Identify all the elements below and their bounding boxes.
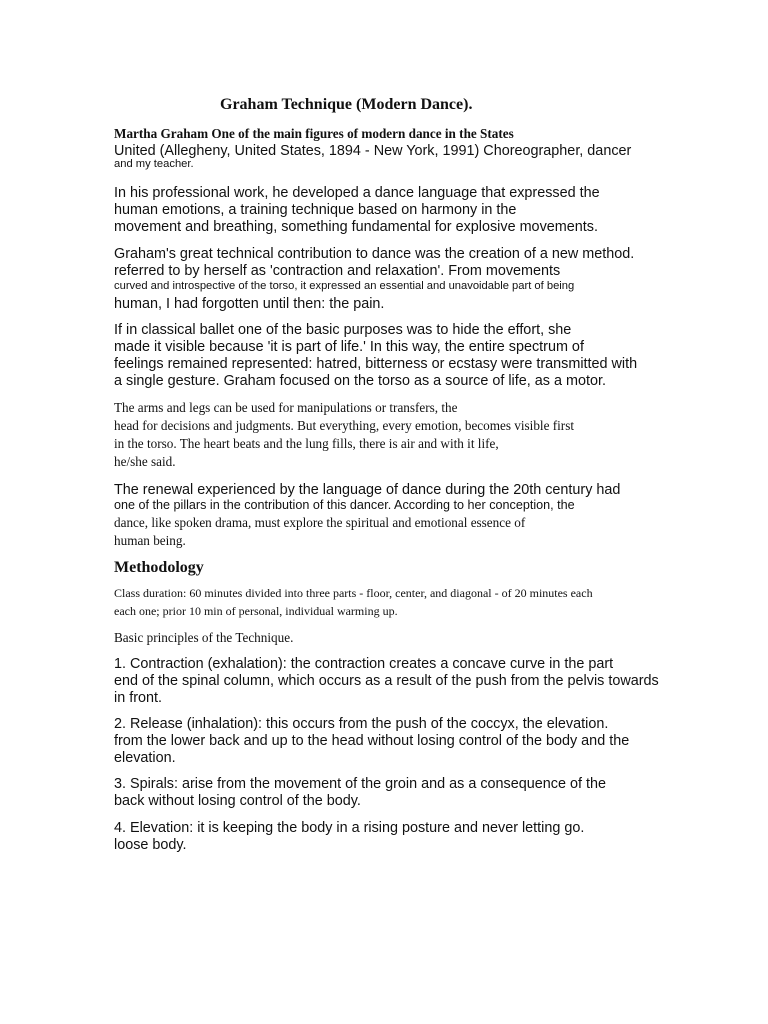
paragraph-line: The renewal experienced by the language of dance during the 20th century had bbox=[114, 482, 621, 498]
paragraph-line: human emotions, a training technique based on harmony in the bbox=[114, 202, 517, 218]
paragraph-line-small: curved and introspective of the torso, it expressed an essential and unavoidable part of being bbox=[114, 280, 575, 292]
principle-line: 4. Elevation: it is keeping the body in a rising posture and never letting go. bbox=[114, 820, 585, 836]
intro-line-bold: Martha Graham One of the main figures of modern dance in the States bbox=[114, 126, 514, 141]
paragraph-line: a single gesture. Graham focused on the torso as a source of life, as a motor. bbox=[114, 373, 606, 389]
paragraph-line: human being. bbox=[114, 533, 186, 548]
paragraph-line: In his professional work, he developed a dance language that expressed the bbox=[114, 185, 600, 201]
section-heading-methodology: Methodology bbox=[114, 559, 204, 576]
paragraph-line: head for decisions and judgments. But everything, every emotion, becomes visible first bbox=[114, 418, 574, 433]
principle-line: from the lower back and up to the head without losing control of the body and the bbox=[114, 733, 630, 749]
paragraph-line: If in classical ballet one of the basic purposes was to hide the effort, she bbox=[114, 322, 572, 338]
paragraph-line: Graham's great technical contribution to dance was the creation of a new method. bbox=[114, 246, 635, 262]
principle-line: back without losing control of the body. bbox=[114, 793, 361, 809]
paragraph-line: feelings remained represented: hatred, bitterness or ecstasy were transmitted with bbox=[114, 356, 638, 372]
duration-line: each one; prior 10 min of personal, individual warming up. bbox=[114, 604, 398, 618]
principle-line: in front. bbox=[114, 690, 162, 706]
paragraph-line-small: one of the pillars in the contribution of this dancer. According to her conception, the bbox=[114, 498, 575, 512]
principle-line: 1. Contraction (exhalation): the contraction creates a concave curve in the part bbox=[114, 656, 614, 672]
paragraph-line: movement and breathing, something fundamental for explosive movements. bbox=[114, 219, 598, 235]
paragraph-line: referred to by herself as 'contraction and relaxation'. From movements bbox=[114, 263, 561, 279]
duration-line: Class duration: 60 minutes divided into three parts - floor, center, and diagonal - of 20 minutes each bbox=[114, 586, 593, 600]
paragraph-line: The arms and legs can be used for manipulations or transfers, the bbox=[114, 400, 458, 415]
principle-line: 3. Spirals: arise from the movement of the groin and as a consequence of the bbox=[114, 776, 606, 792]
principle-line: end of the spinal column, which occurs as a result of the push from the pelvis towards bbox=[114, 673, 659, 689]
paragraph-line: human, I had forgotten until then: the pain. bbox=[114, 296, 385, 312]
paragraph-line: he/she said. bbox=[114, 454, 176, 469]
document-title: Graham Technique (Modern Dance). bbox=[220, 96, 473, 113]
intro-line-small: and my teacher. bbox=[114, 158, 194, 170]
principle-line: loose body. bbox=[114, 837, 187, 853]
principles-heading: Basic principles of the Technique. bbox=[114, 630, 294, 645]
principle-line: 2. Release (inhalation): this occurs from the push of the coccyx, the elevation. bbox=[114, 716, 609, 732]
paragraph-line: dance, like spoken drama, must explore the spiritual and emotional essence of bbox=[114, 515, 526, 530]
intro-line: United (Allegheny, United States, 1894 - New York, 1991) Choreographer, dancer bbox=[114, 143, 632, 159]
paragraph-line: in the torso. The heart beats and the lung fills, there is air and with it life, bbox=[114, 436, 499, 451]
paragraph-line: made it visible because 'it is part of life.' In this way, the entire spectrum of bbox=[114, 339, 584, 355]
principle-line: elevation. bbox=[114, 750, 176, 766]
